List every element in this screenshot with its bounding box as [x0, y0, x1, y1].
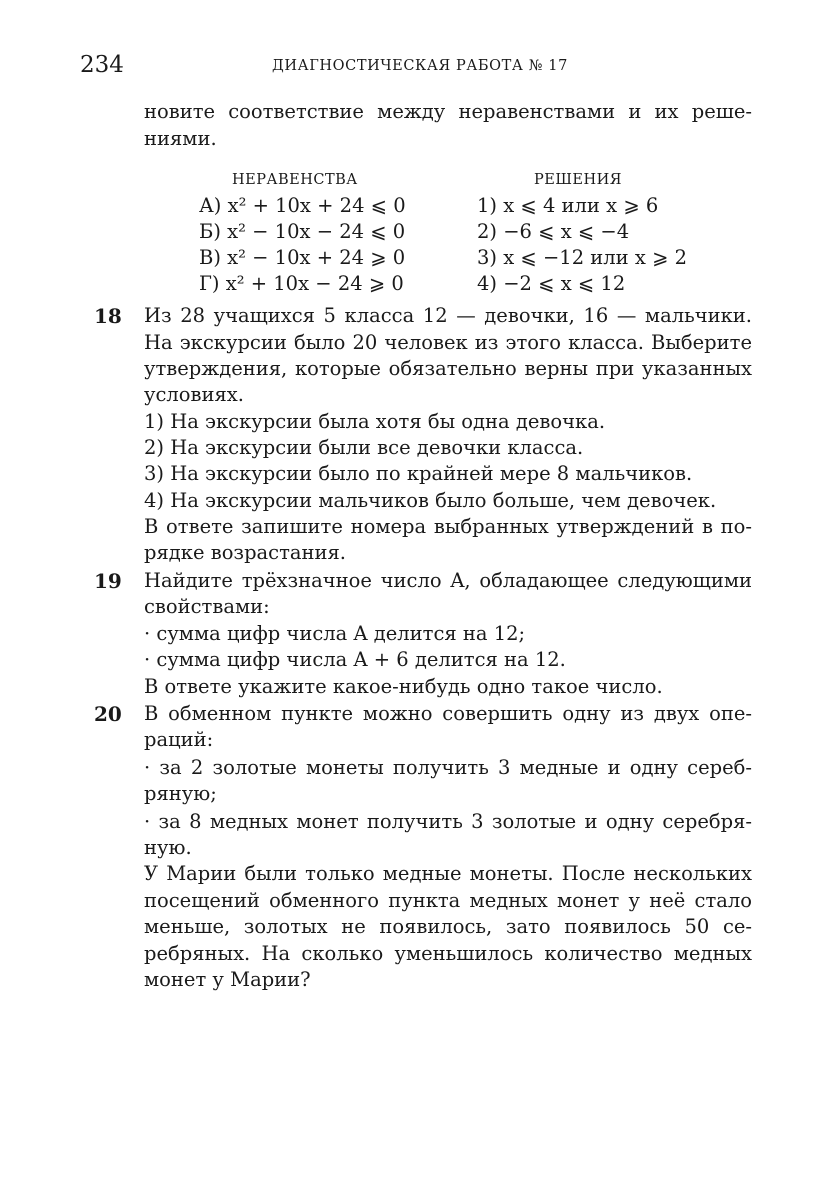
solution-item: 4) −2 ⩽ x ⩽ 12 — [477, 272, 626, 295]
task18-line: условиях. — [144, 383, 244, 406]
task18-number: 18 — [94, 304, 122, 328]
solution-item: 3) x ⩽ −12 или x ⩾ 2 — [477, 246, 688, 269]
task18-line: В ответе запишите номера выбранных утверждений в по- — [144, 515, 752, 538]
task18-line: утверждения, которые обязательно верны при указанных — [144, 357, 752, 380]
solutions-header: РЕШЕНИЯ — [534, 172, 622, 188]
task20-line: В обменном пункте можно совершить одну из двух опе- — [144, 702, 752, 725]
task19-line: В ответе укажите какое-нибудь одно такое число. — [144, 675, 663, 698]
task18-statement: 4) На экскурсии мальчиков было больше, чем девочек. — [144, 489, 717, 512]
task18-line: Из 28 учащихся 5 класса 12 — девочки, 16 — мальчики. — [144, 304, 752, 327]
task20-number: 20 — [94, 702, 122, 726]
task19-line: свойствами: — [144, 595, 270, 618]
task19-bullet: · сумма цифр числа A + 6 делится на 12. — [144, 648, 566, 671]
inequality-item: В) x² − 10x + 24 ⩾ 0 — [199, 246, 406, 269]
task20-line: раций: — [144, 728, 214, 751]
inequality-item: Г) x² + 10x − 24 ⩾ 0 — [199, 272, 404, 295]
solution-item: 2) −6 ⩽ x ⩽ −4 — [477, 220, 630, 243]
task20-line: ряную; — [144, 782, 217, 805]
task20-line: ную. — [144, 836, 192, 859]
task20-bullet: · за 2 золотые монеты получить 3 медные и одну сереб- — [144, 756, 752, 779]
inequalities-header: НЕРАВЕНСТВА — [232, 172, 358, 188]
task17-text-line: ниями. — [144, 127, 217, 150]
task20-line: меньше, золотых не появилось, зато появилось 50 се- — [144, 915, 752, 938]
inequality-item: Б) x² − 10x − 24 ⩽ 0 — [199, 220, 406, 243]
task18-statement: 3) На экскурсии было по крайней мере 8 мальчиков. — [144, 462, 693, 485]
task18-line: На экскурсии было 20 человек из этого класса. Выберите — [144, 331, 752, 354]
task20-bullet: · за 8 медных монет получить 3 золотые и одну серебря- — [144, 810, 752, 833]
page-number: 234 — [80, 52, 124, 78]
task20-line: монет у Марии? — [144, 968, 311, 991]
task18-statement: 1) На экскурсии была хотя бы одна девочка. — [144, 410, 606, 433]
task19-number: 19 — [94, 569, 122, 593]
task18-statement: 2) На экскурсии были все девочки класса. — [144, 436, 584, 459]
task17-text-line: новите соответствие между неравенствами и их реше- — [144, 100, 752, 123]
task20-line: посещений обменного пункта медных монет у неё стало — [144, 889, 752, 912]
task18-line: рядке возрастания. — [144, 541, 347, 564]
inequality-item: А) x² + 10x + 24 ⩽ 0 — [199, 194, 406, 217]
running-title: ДИАГНОСТИЧЕСКАЯ РАБОТА № 17 — [272, 58, 568, 74]
task19-line: Найдите трёхзначное число A, обладающее следующими — [144, 569, 752, 592]
task20-line: У Марии были только медные монеты. После нескольких — [144, 862, 752, 885]
task20-line: ребряных. На сколько уменьшилось количество медных — [144, 942, 752, 965]
task19-bullet: · сумма цифр числа A делится на 12; — [144, 622, 526, 645]
solution-item: 1) x ⩽ 4 или x ⩾ 6 — [477, 194, 659, 217]
